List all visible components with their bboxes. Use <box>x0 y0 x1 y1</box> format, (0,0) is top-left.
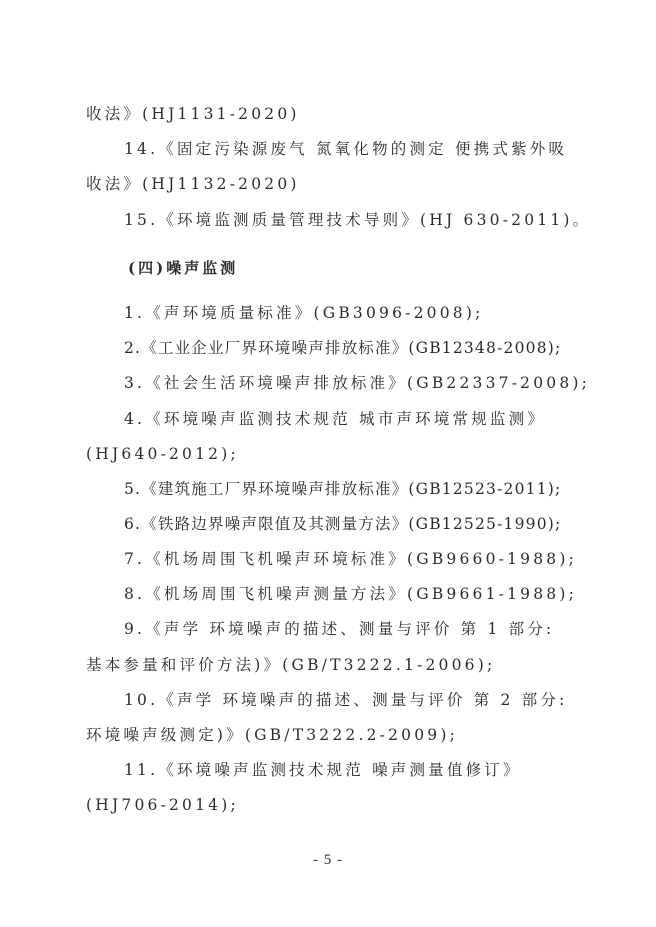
text-line: 15.《环境监测质量管理技术导则》(HJ 630-2011)。 <box>124 211 592 229</box>
text-line: 14.《固定污染源废气 氮氧化物的测定 便携式紫外吸 <box>124 140 568 158</box>
list-item: 9.《声学 环境噪声的描述、测量与评价 第 1 部分: <box>124 620 555 638</box>
text-line: 收法》(HJ1131-2020) <box>86 105 300 123</box>
list-item-continuation: (HJ706-2014); <box>86 796 239 814</box>
list-item: 6.《铁路边界噪声限值及其测量方法》(GB12525-1990); <box>124 515 562 533</box>
list-item: 8.《机场周围飞机噪声测量方法》(GB9661-1988); <box>124 585 578 603</box>
text-line: 收法》(HJ1132-2020) <box>86 175 300 193</box>
page-number: - 5 - <box>313 852 343 868</box>
list-item: 2.《工业企业厂界环境噪声排放标准》(GB12348-2008); <box>124 339 562 357</box>
section-heading: (四)噪声监测 <box>128 259 239 277</box>
list-item-continuation: 基本参量和评价方法)》(GB/T3222.1-2006); <box>86 656 496 674</box>
list-item-continuation: (HJ640-2012); <box>86 445 239 463</box>
list-item: 3.《社会生活环境噪声排放标准》(GB22337-2008); <box>124 374 591 392</box>
list-item: 11.《环境噪声监测技术规范 噪声测量值修订》 <box>124 761 522 779</box>
list-item: 5.《建筑施工厂界环境噪声排放标准》(GB12523-2011); <box>124 480 562 498</box>
list-item: 1.《声环境质量标准》(GB3096-2008); <box>124 304 484 322</box>
list-item: 4.《环境噪声监测技术规范 城市声环境常规监测》 <box>124 410 547 428</box>
list-item: 7.《机场周围飞机噪声环境标准》(GB9660-1988); <box>124 550 578 568</box>
list-item: 10.《声学 环境噪声的描述、测量与评价 第 2 部分: <box>124 691 568 709</box>
list-item-continuation: 环境噪声级测定)》(GB/T3222.2-2009); <box>86 726 459 744</box>
